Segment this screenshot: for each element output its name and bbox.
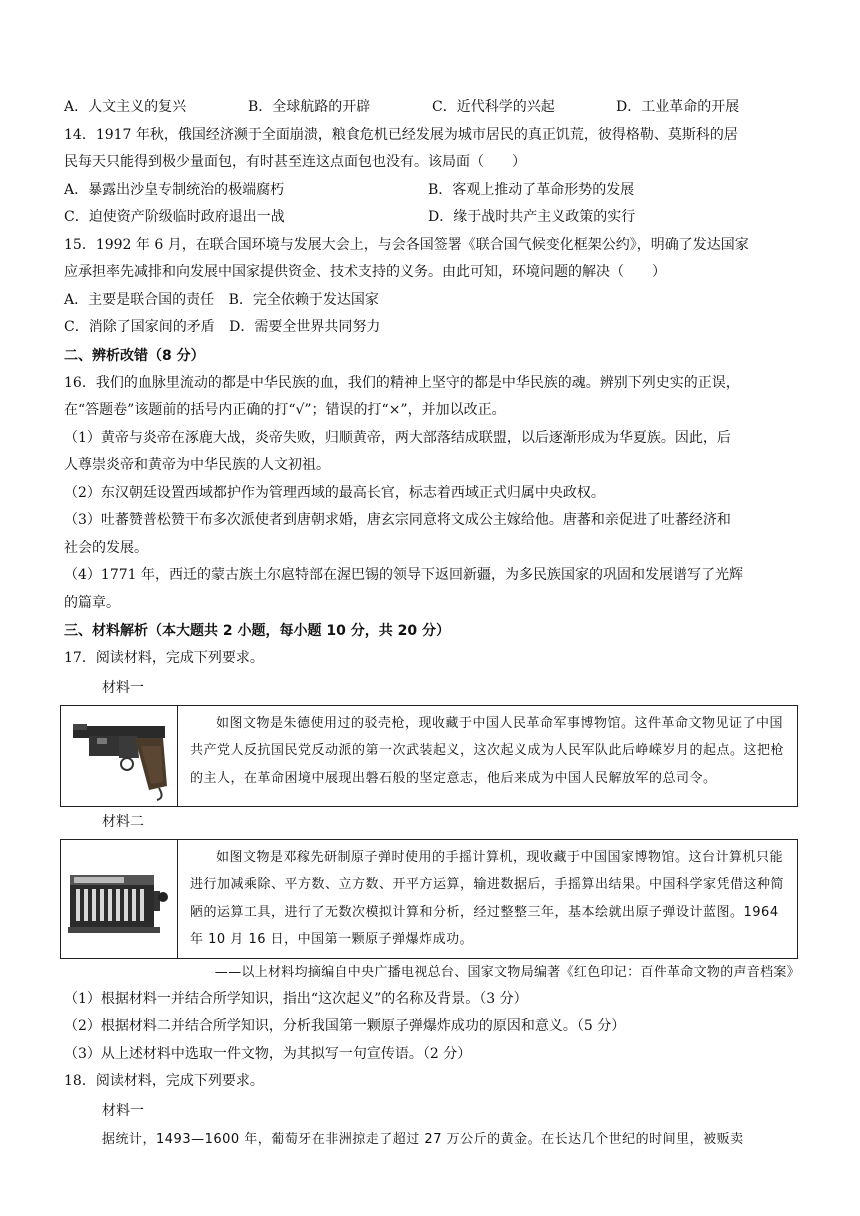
- q17-part3: （3）从上述材料中选取一件文物，为其拟写一句宣传语。（2 分）: [64, 1045, 472, 1062]
- q14-option-a[interactable]: A．暴露出沙皇专制统治的极端腐朽: [64, 181, 285, 198]
- material1-box: [60, 705, 798, 807]
- q16-item4-line1: （4）1771 年，西迁的蒙古族土尔扈特部在渥巴锡的领导下返回新疆，为多民族国家的巩固和发展谱写了光辉: [64, 567, 743, 583]
- q16-item1-line2: 人尊崇炎帝和黄帝为中华民族的人文初祖。: [64, 457, 330, 473]
- q15-options-row1: [64, 287, 800, 315]
- material2-text: 如图文物是邓稼先研制原子弹时使用的手摇计算机，现收藏于中国国家博物馆。这台计算机只能进行加减乘除、平方数、立方数、开平方运算，输进数据后，手摇算出结果。中国科学家凭借这种简陋的运算工具，进行了无数次模拟计算和分析，经过整整三年，基本绘就出原子弹设计蓝图。1964 年 10 月 16 日，中国第一颗原子弹爆炸成功。: [190, 849, 785, 947]
- q17-stem: 17．阅读材料，完成下列要求。: [64, 650, 264, 666]
- q16-item2: （2）东汉朝廷设置西域都护作为管理西域的最高长官，标志着西域正式归属中央政权。: [64, 484, 605, 501]
- q13-option-a[interactable]: A．人文主义的复兴: [64, 99, 187, 115]
- material-source: ——以上材料均摘编自中央广播电视总台、国家文物局编著《红色印记：百件革命文物的声音档案》: [214, 964, 800, 980]
- q15-option-a[interactable]: A．主要是联合国的责任: [64, 291, 215, 308]
- calculator-image: [61, 840, 178, 958]
- q16-item3-line2: 社会的发展。: [64, 539, 148, 556]
- section2-title: 二、辨析改错（8 分）: [64, 347, 205, 364]
- q14-stem-line1: 14．1917 年秋，俄国经济濒于全面崩溃，粮食危机已经发展为城市居民的真正饥荒，彼得格勒、莫斯科的居: [64, 126, 738, 143]
- q16-item3-line1: （3）吐蕃赞普松赞干布多次派使者到唐朝求婚，唐玄宗同意将文成公主嫁给他。唐蕃和亲促进了吐蕃经济和: [64, 512, 731, 528]
- q17-part1: （1）根据材料一并结合所学知识，指出“这次起义”的名称及背景。（3 分）: [64, 990, 528, 1007]
- q17-material1-label: 材料一: [102, 679, 144, 696]
- q17-part2: （2）根据材料二并结合所学知识，分析我国第一颗原子弹爆炸成功的原因和意义。（5 分）: [64, 1018, 626, 1034]
- q15-option-d[interactable]: D．需要全世界共同努力: [229, 319, 381, 335]
- q18-material1-text: 据统计，1493—1600 年，葡萄牙在非洲掠走了超过 27 万公斤的黄金。在长达几个世纪的时间里，被贩卖: [102, 1131, 744, 1147]
- q13-option-d[interactable]: D．工业革命的开展: [616, 99, 740, 115]
- q14-option-b[interactable]: B．客观上推动了革命形势的发展: [428, 181, 635, 198]
- q13-option-c[interactable]: C．近代科学的兴起: [432, 99, 555, 115]
- q15-option-b[interactable]: B．完全依赖于发达国家: [228, 291, 379, 308]
- q14-options-row2: [64, 204, 800, 232]
- q14-option-c[interactable]: C．迫使资产阶级临时政府退出一战: [64, 209, 285, 225]
- q15-options-row2: [64, 314, 800, 342]
- q16-item1-line1: （1）黄帝与炎帝在涿鹿大战，炎帝失败，归顺黄帝，两大部落结成联盟，以后逐渐形成为华夏族。因此，后: [64, 429, 731, 446]
- material1-text: 如图文物是朱德使用过的驳壳枪，现收藏于中国人民革命军事博物馆。这件革命文物见证了中国共产党人反抗国民党反动派的第一次武装起义，这次起义成为人民军队此后峥嵘岁月的起点。这把枪的主人，在革命困境中展现出磐石般的坚定意志，他后来成为中国人民解放军的总司令。: [190, 715, 785, 786]
- pistol-image: [61, 706, 178, 806]
- q16-stem-line2: 在“答题卷”该题前的括号内正确的打“√”；错误的打“×”，并加以改正。: [64, 402, 506, 418]
- q18-material1-label: 材料一: [102, 1102, 144, 1119]
- q16-stem-line1: 16．我们的血脉里流动的都是中华民族的血，我们的精神上坚守的都是中华民族的魂。辨别下列史实的正误，: [64, 374, 740, 391]
- q14-option-d[interactable]: D．缘于战时共产主义政策的实行: [428, 209, 636, 225]
- section3-title: 三、材料解析（本大题共 2 小题，每小题 10 分，共 20 分）: [64, 623, 450, 639]
- exam-page: [64, 94, 800, 1153]
- q13-option-b[interactable]: B．全球航路的开辟: [248, 99, 371, 115]
- hand-crank-calculator-icon: [66, 857, 172, 941]
- q15-stem-line2: 应承担率先减排和向发展中国家提供资金、技术支持的义务。由此可知，环境问题的解决（ ）: [64, 264, 666, 280]
- q17-material2-label: 材料二: [102, 813, 144, 830]
- q16-item4-line2: 的篇章。: [64, 594, 120, 611]
- q14-options-row1: [64, 177, 800, 205]
- q15-stem-line1: 15．1992 年 6 月，在联合国环境与发展大会上，与会各国签署《联合国气候变化框架公约》，明确了发达国家: [64, 236, 749, 253]
- material2-box: [60, 839, 798, 959]
- q18-stem: 18．阅读材料，完成下列要求。: [64, 1073, 264, 1089]
- q15-option-c[interactable]: C．消除了国家间的矛盾: [64, 319, 215, 335]
- q14-stem-line2: 民每天只能得到极少量面包，有时甚至连这点面包也没有。该局面（ ）: [64, 154, 526, 170]
- mauser-pistol-icon: [67, 706, 171, 806]
- q13-options: [64, 94, 800, 122]
